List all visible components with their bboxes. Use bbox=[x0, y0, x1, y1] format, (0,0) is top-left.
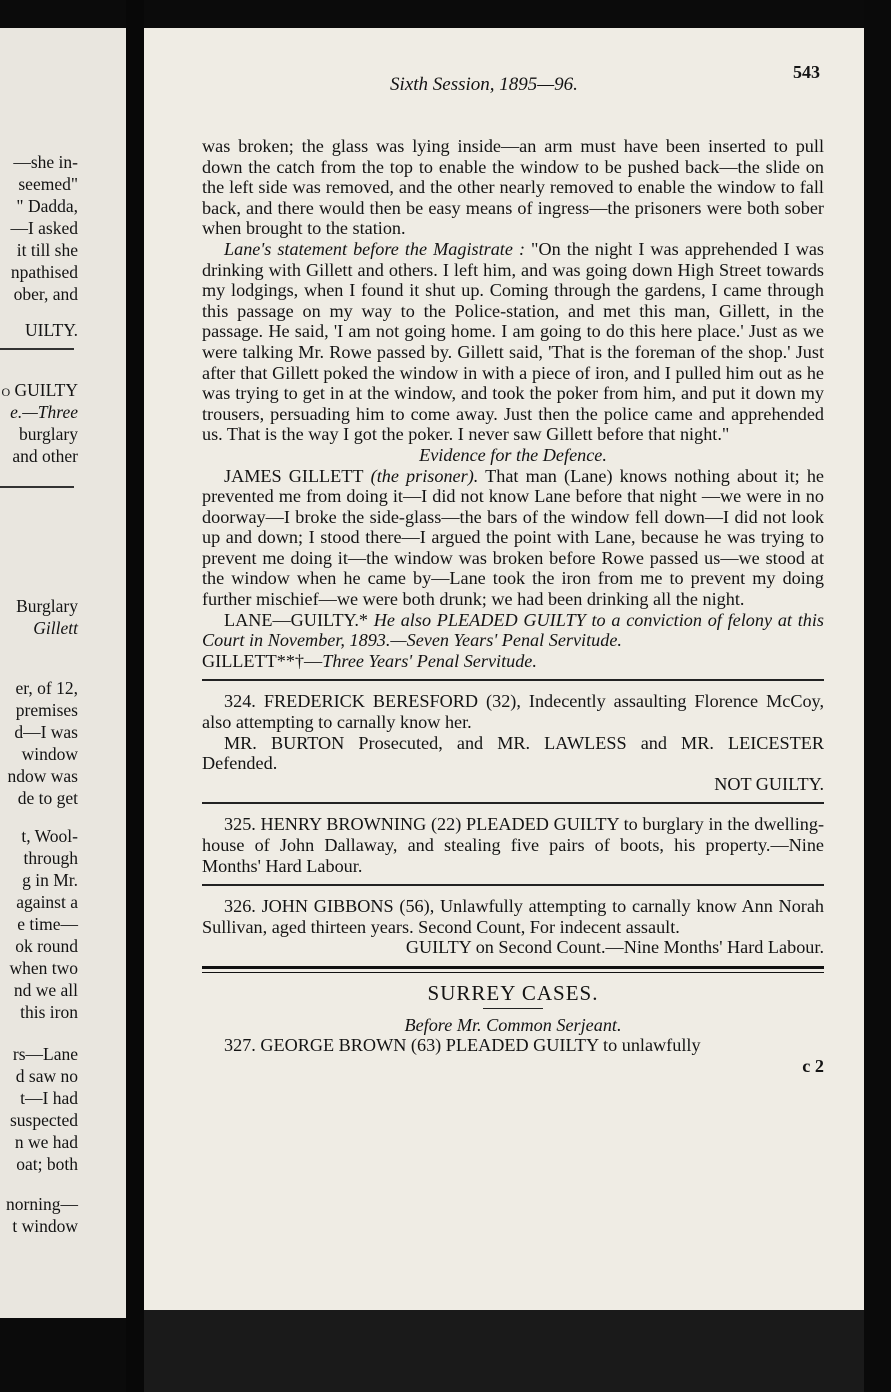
left-line: ndow was bbox=[7, 766, 78, 786]
case-number: 325. bbox=[224, 814, 256, 835]
left-rule bbox=[0, 348, 74, 350]
left-line: premises bbox=[15, 700, 78, 720]
left-line: —I asked bbox=[10, 218, 78, 238]
page-number: 543 bbox=[793, 62, 820, 82]
paragraph-evidence: was broken; the glass was lying inside—an arm must have been inserted to pull down the catch from the top to enable the window to be pushed back—the slide on the left side was removed, and the other nearly removed to enable the window to fall back, and there would then be easy means of ingress—the prisoners were both sober when brought to the station. bbox=[202, 136, 824, 239]
witness-text: That man (Lane) knows nothing about it; he prevented me from doing it—I did not know Lane before that night —we were in no doorway—I broke the side-glass—the bars of the window fell down—I did not look up and down; I stood there—I argued the point with Lane, because he was trying to prevent me doing it—the window was broken before Rowe passed us—we stood at the window when he came by—Lane took the iron from me to prevent my doing further mischief—we were both drunk; we had been drinking all the night. bbox=[202, 465, 825, 610]
left-line: when two bbox=[9, 958, 78, 978]
left-line: d—I was bbox=[14, 722, 78, 742]
left-line: n we had bbox=[14, 1132, 78, 1152]
counsel-line: MR. BURTON Prosecuted, and MR. LAWLESS and MR. LEICESTER Defended. bbox=[202, 732, 824, 774]
lane-statement-label: Lane's statement before the Magistrate : bbox=[224, 238, 526, 259]
left-line: t window bbox=[12, 1216, 78, 1236]
left-line: window bbox=[21, 744, 78, 764]
left-line: ober, and bbox=[13, 284, 78, 304]
case-verdict: NOT GUILTY. bbox=[714, 773, 824, 794]
defendant-name: HENRY BROWNING bbox=[260, 814, 427, 835]
heading-underline bbox=[483, 1008, 543, 1009]
left-line: t, Wool- bbox=[21, 826, 78, 846]
case-327 bbox=[202, 1035, 824, 1056]
witness-role: (the prisoner). bbox=[370, 465, 479, 486]
left-line: g in Mr. bbox=[22, 870, 78, 890]
lane-statement-text: "On the night I was apprehended I was drinking with Gillett and others. I left him, and was going down High Street towards my lodgings, when I found it shut up. Coming through the gardens, I came through this passage on my way to the Police-station, and met this man, Gillett, in the passage. He said, 'I am not going home. I am going to do this here place.' Just as we were talking Mr. Rowe passed by. Gillett said, 'That is the foreman of the shop.' Just after that Gillett poked the window in with a piece of iron, and I pulled him out as he was trying to get in at the window, and took the poker from him, and put it down my trousers, persuading him to come away. Just then the police came and apprehended us. That is the way I got the poker. I never saw Gillett before that night." bbox=[202, 238, 824, 445]
section-rule bbox=[202, 802, 824, 804]
case-text: (22) PLEADED GUILTY to burglary in the dwelling-house of John Dallaway, and stealing five pairs of boots, his property.—Nine Months' Hard Labour. bbox=[202, 814, 824, 876]
left-line: Gillett bbox=[33, 618, 78, 638]
left-line: nd we all bbox=[13, 980, 78, 1000]
page-bottom-shadow bbox=[144, 1310, 864, 1392]
paragraph-lane-statement bbox=[202, 239, 824, 445]
left-line: burglary bbox=[19, 424, 78, 444]
left-line: it till she bbox=[16, 240, 78, 260]
left-line: Burglary bbox=[16, 596, 78, 616]
section-rule bbox=[202, 679, 824, 681]
lane-verdict-label: LANE—GUILTY.* bbox=[224, 609, 368, 630]
defendant-name: GEORGE BROWN bbox=[260, 1035, 407, 1056]
gillett-sentence: Three Years' Penal Servitude. bbox=[322, 650, 537, 671]
case-text: (32), Indecently assaulting Florence McCoy, also attempting to carnally know her. bbox=[202, 691, 825, 733]
lane-verdict bbox=[202, 610, 824, 651]
double-rule bbox=[202, 966, 824, 973]
left-line: suspected bbox=[9, 1110, 78, 1130]
case-text: (56), Unlawfully attempting to carnally know Ann Norah Sullivan, aged thirteen years. Second Count, For indecent assault. bbox=[202, 896, 825, 937]
case-verdict: GUILTY on Second Count.—Nine Months' Hard Labour. bbox=[405, 937, 824, 958]
left-rule bbox=[0, 486, 74, 488]
gillett-verdict-label: GILLETT**†— bbox=[202, 650, 323, 671]
surrey-heading: SURREY CASES. bbox=[427, 980, 599, 1005]
page-edge bbox=[864, 0, 891, 1392]
main-page bbox=[144, 28, 864, 1310]
case-324 bbox=[202, 691, 824, 732]
signature-mark: c 2 bbox=[802, 1055, 824, 1076]
section-rule bbox=[202, 884, 824, 886]
left-line: ok round bbox=[15, 936, 78, 956]
running-head: Sixth Session, 1895—96. bbox=[390, 74, 578, 95]
left-line: against a bbox=[16, 892, 78, 912]
case-number: 326. bbox=[224, 896, 256, 917]
case-number: 327. bbox=[224, 1035, 256, 1056]
left-line: seemed" bbox=[18, 174, 78, 194]
page-body bbox=[202, 136, 824, 1076]
left-line: this iron bbox=[20, 1002, 78, 1022]
left-line: e time— bbox=[17, 914, 78, 934]
defence-heading: Evidence for the Defence. bbox=[419, 444, 607, 465]
witness-name: JAMES GILLETT bbox=[224, 465, 364, 486]
before-judge: Before Mr. Common Serjeant. bbox=[404, 1014, 622, 1035]
paragraph-gillett-evidence bbox=[202, 466, 824, 610]
left-line: and other bbox=[12, 446, 78, 466]
gillett-verdict bbox=[202, 651, 824, 672]
defendant-name: JOHN GIBBONS bbox=[261, 896, 394, 917]
left-line: e.—Three bbox=[10, 402, 78, 422]
lane-sentence: He also PLEADED GUILTY to a conviction of felony at this Court in November, 1893.—Seven Years' Penal Servitude. bbox=[202, 609, 825, 651]
case-326 bbox=[202, 896, 824, 937]
left-line: through bbox=[23, 848, 78, 868]
left-line: o GUILTY bbox=[1, 380, 78, 400]
left-line: de to get bbox=[17, 788, 78, 808]
left-line: UILTY. bbox=[25, 320, 78, 340]
case-text: (63) PLEADED GUILTY to unlawfully bbox=[410, 1035, 701, 1056]
book-gutter bbox=[126, 0, 144, 1392]
left-line: " Dadda, bbox=[16, 196, 78, 216]
left-line: npathised bbox=[10, 262, 78, 282]
left-line: t—I had bbox=[20, 1088, 78, 1108]
left-page-fragment bbox=[0, 28, 126, 1318]
case-number: 324. bbox=[224, 691, 256, 712]
left-line: —she in- bbox=[13, 152, 78, 172]
left-line: norning— bbox=[6, 1194, 78, 1214]
left-line: er, of 12, bbox=[15, 678, 78, 698]
left-line: rs—Lane bbox=[12, 1044, 78, 1064]
case-325 bbox=[202, 814, 824, 876]
defendant-name: FREDERICK BERESFORD bbox=[263, 691, 479, 712]
left-line: oat; both bbox=[16, 1154, 78, 1174]
left-line: d saw no bbox=[15, 1066, 78, 1086]
